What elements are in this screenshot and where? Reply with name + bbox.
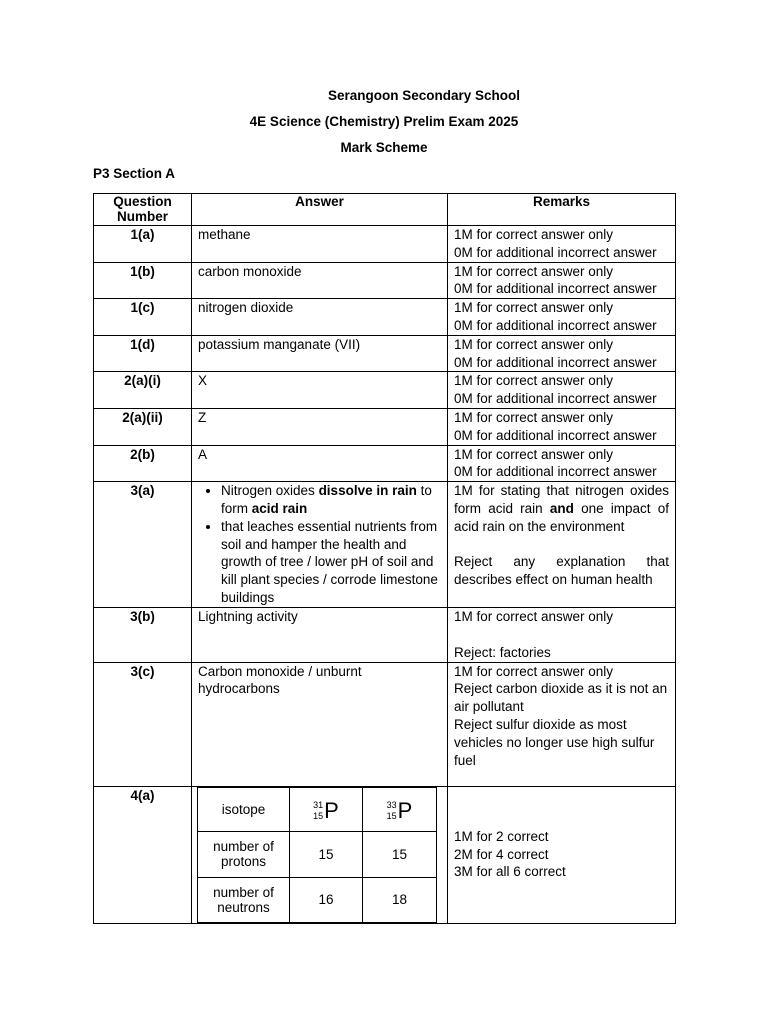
remark-line: 0M for additional incorrect answer xyxy=(454,391,657,407)
remarks-cell xyxy=(448,482,676,608)
remarks-cell xyxy=(448,226,676,263)
value-cell: 18 xyxy=(363,877,437,922)
table-row xyxy=(94,408,676,445)
text-run: Nitrogen oxides xyxy=(221,483,319,499)
answer-cell: potassium manganate (VII) xyxy=(192,335,448,372)
question-number: 1(b) xyxy=(94,262,192,299)
isotope-symbol xyxy=(290,787,363,831)
remark-line: 0M for additional incorrect answer xyxy=(454,464,657,480)
mass-number: 33 xyxy=(386,799,397,810)
remark-line xyxy=(454,482,669,535)
remarks-cell xyxy=(448,662,676,786)
atomic-number: 15 xyxy=(313,810,324,821)
atomic-number: 15 xyxy=(386,810,397,821)
col-remarks: Remarks xyxy=(448,194,676,226)
header-row xyxy=(94,194,676,226)
remark-line: 1M for correct answer only xyxy=(454,227,614,242)
remarks-cell xyxy=(448,372,676,409)
answer-cell: Lightning activity xyxy=(192,608,448,662)
remark-line: 0M for additional incorrect answer xyxy=(454,317,657,333)
bold-text: dissolve in rain xyxy=(318,483,417,499)
remark-line: 3M for all 6 correct xyxy=(454,864,566,880)
element-symbol: P xyxy=(397,797,413,823)
question-number: 2(a)(i) xyxy=(94,372,192,409)
table-row xyxy=(94,335,676,372)
remark-line: Reject any explanation that describes effect on human health xyxy=(454,554,669,588)
text-run: to form xyxy=(221,483,432,516)
remark-line: 1M for correct answer only xyxy=(454,373,614,389)
school-name: Serangoon Secondary School xyxy=(327,88,521,103)
remark-line: 1M for correct answer only xyxy=(454,446,614,462)
table-row-3a xyxy=(94,482,676,608)
spacer xyxy=(454,536,669,554)
question-number: 1(a) xyxy=(94,226,192,263)
protons-row xyxy=(198,831,437,877)
remarks-cell xyxy=(448,608,676,662)
isotope-symbol xyxy=(363,787,437,831)
remark-line: 0M for additional incorrect answer xyxy=(454,281,657,297)
answer-cell xyxy=(192,786,448,923)
exam-title: 4E Science (Chemistry) Prelim Exam 2025 xyxy=(249,114,519,129)
remark-line: 0M for additional incorrect answer xyxy=(454,244,657,260)
remark-line: 1M for correct answer only xyxy=(454,336,614,352)
remarks-cell xyxy=(448,445,676,482)
remark-line: 0M for additional incorrect answer xyxy=(454,427,657,443)
remark-line: Reject carbon dioxide as it is not an air pollutant xyxy=(454,681,668,715)
element-symbol: P xyxy=(324,797,339,823)
remark-line: Reject: factories xyxy=(454,644,551,660)
question-number: 3(c) xyxy=(94,662,192,786)
question-number: 4(a) xyxy=(94,786,192,923)
bold-text: acid rain xyxy=(251,500,308,516)
remark-line: 1M for correct answer only xyxy=(454,663,614,679)
table-row xyxy=(94,372,676,409)
remark-line: 1M for correct answer only xyxy=(454,300,614,316)
isotope-row xyxy=(198,787,437,831)
row-label: number of neutrons xyxy=(198,877,290,922)
remarks-cell xyxy=(448,408,676,445)
question-number: 2(a)(ii) xyxy=(94,408,192,445)
answer-cell: X xyxy=(192,372,448,409)
question-number: 3(a) xyxy=(94,482,192,608)
remark-line: 1M for 2 correct xyxy=(454,828,549,844)
value-cell: 16 xyxy=(290,877,363,922)
section-heading: P3 Section A xyxy=(93,166,176,181)
spacer xyxy=(454,626,669,644)
remarks-cell xyxy=(448,335,676,372)
mark-scheme-table xyxy=(93,193,676,924)
answer-bullets xyxy=(198,482,441,607)
bullet-item xyxy=(221,482,441,518)
answer-cell: nitrogen dioxide xyxy=(192,299,448,336)
row-label: isotope xyxy=(198,787,290,831)
value-cell: 15 xyxy=(290,831,363,877)
row-label: number of protons xyxy=(198,831,290,877)
answer-cell: Z xyxy=(192,408,448,445)
table-row-4a xyxy=(94,786,676,923)
isotope-table xyxy=(197,787,437,923)
remark-line: 2M for 4 correct xyxy=(454,846,549,862)
remark-line: 1M for correct answer only xyxy=(454,609,614,625)
table-row-3c xyxy=(94,662,676,786)
col-question-number: Question Number xyxy=(94,194,192,226)
remark-line: 0M for additional incorrect answer xyxy=(454,354,657,370)
question-number: 2(b) xyxy=(94,445,192,482)
table-row-3b xyxy=(94,608,676,662)
remarks-cell xyxy=(448,786,676,923)
bold-text: and xyxy=(549,500,574,516)
remarks-cell xyxy=(448,299,676,336)
remark-line: 1M for correct answer only xyxy=(454,409,614,425)
answer-cell: Carbon monoxide / unburnt hydrocarbons xyxy=(192,662,448,786)
text-run: 1M for stating that nitrogen oxides form acid rain xyxy=(454,483,669,516)
answer-cell: A xyxy=(192,445,448,482)
remarks-cell xyxy=(448,262,676,299)
table-row xyxy=(94,299,676,336)
question-number: 1(d) xyxy=(94,335,192,372)
mass-number: 31 xyxy=(313,799,324,810)
col-answer: Answer xyxy=(192,194,448,226)
remark-line: Reject sulfur dioxide as most vehicles no longer use high sulfur fuel xyxy=(454,716,655,768)
table-row xyxy=(94,226,676,263)
bullet-item: • that leaches essential nutrients from soil and hamper the health and growth of tree / lower pH of soil and kill plant species / corrode limestone buildings xyxy=(221,518,441,607)
question-number: 3(b) xyxy=(94,608,192,662)
value-cell: 15 xyxy=(363,831,437,877)
answer-cell: methane xyxy=(192,226,448,263)
question-number: 1(c) xyxy=(94,299,192,336)
table-row xyxy=(94,262,676,299)
neutrons-row xyxy=(198,877,437,922)
answer-cell xyxy=(192,482,448,608)
table-row xyxy=(94,445,676,482)
answer-cell: carbon monoxide xyxy=(192,262,448,299)
document-title: Mark Scheme xyxy=(340,140,428,155)
remark-line: 1M for correct answer only xyxy=(454,263,614,279)
text-run: one impact of acid rain on the environment xyxy=(454,500,670,534)
